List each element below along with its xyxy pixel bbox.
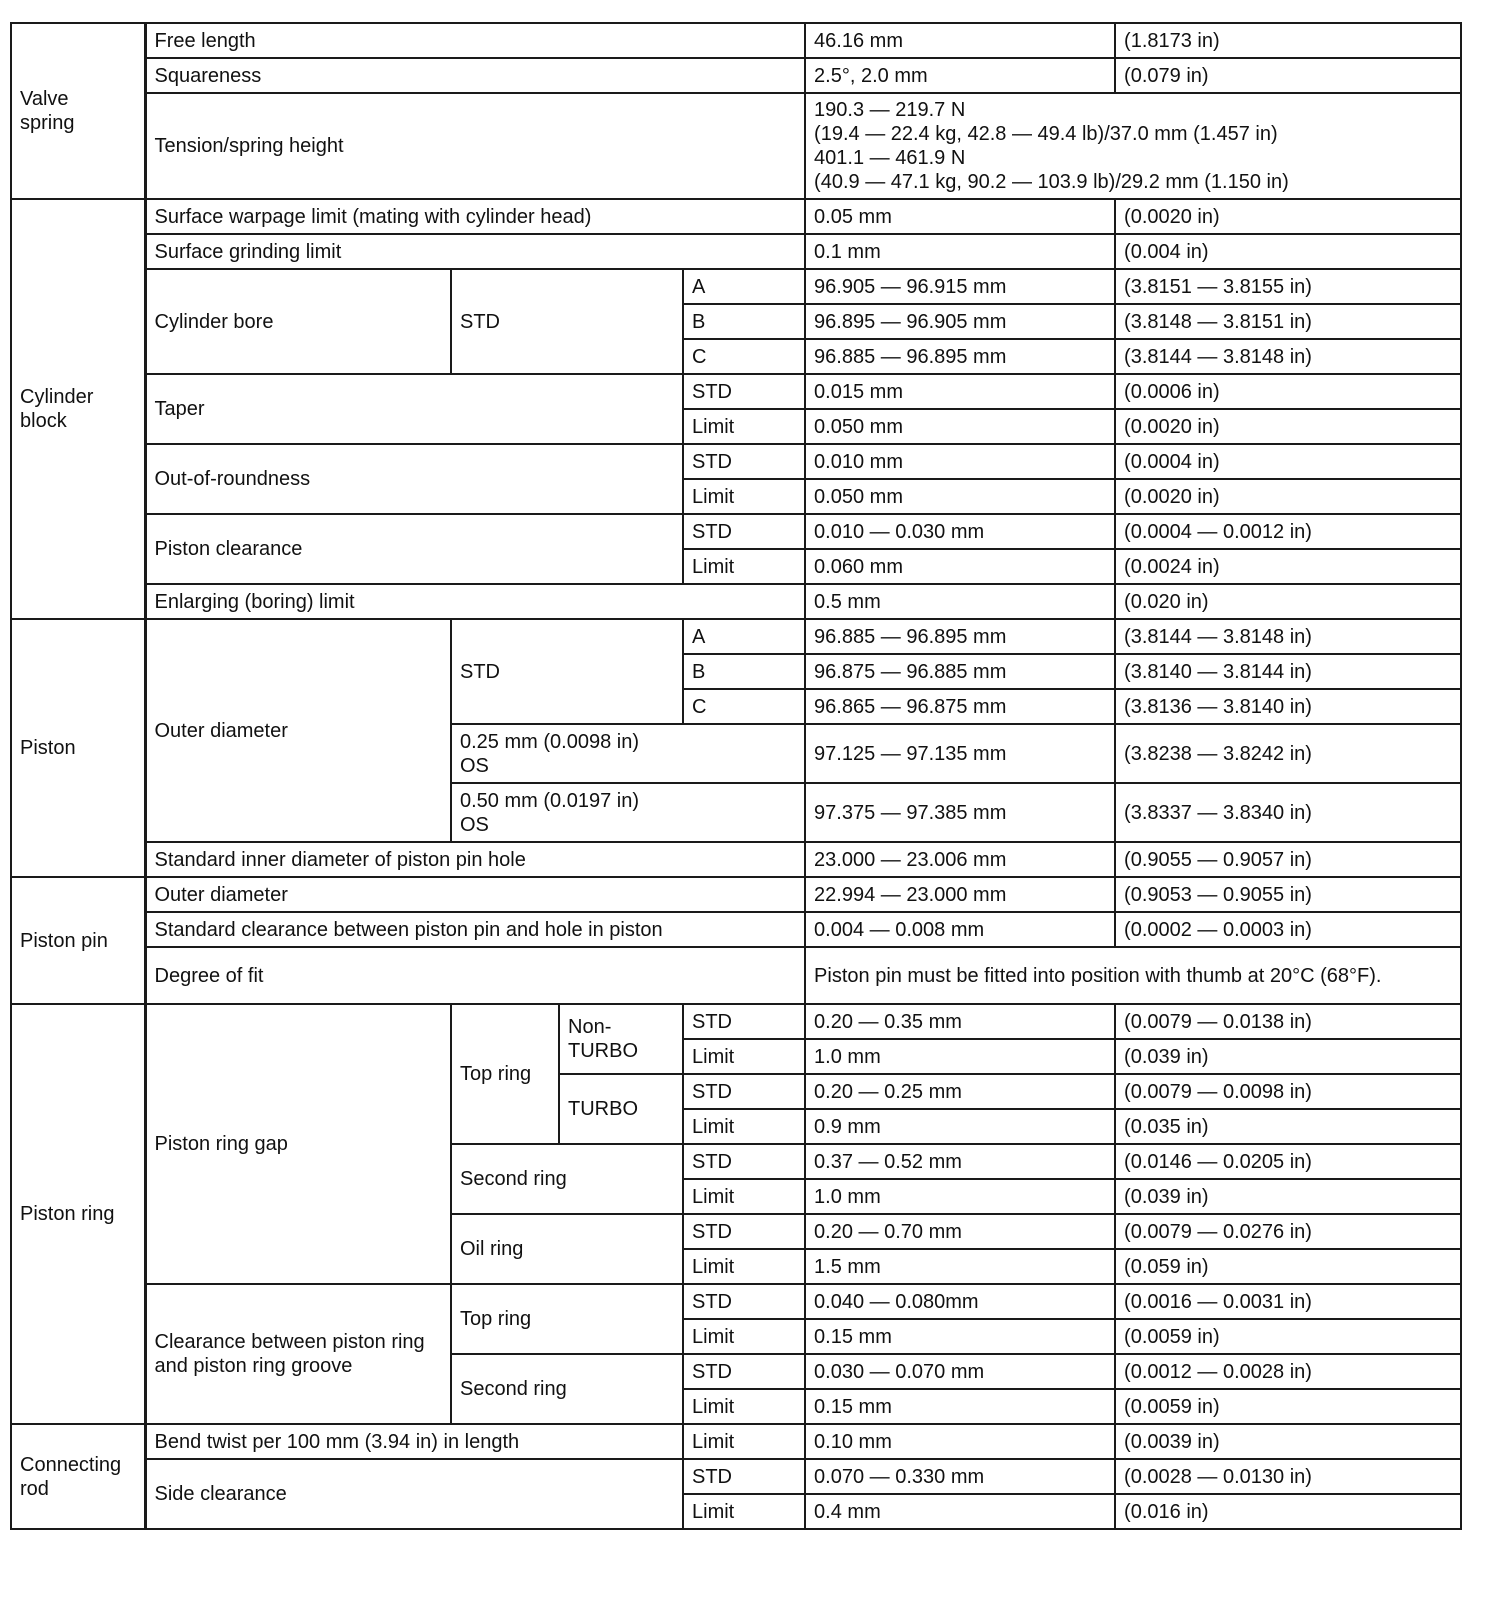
value-mm: 97.375 — 97.385 mm	[805, 783, 1115, 842]
value-in: (0.0059 in)	[1115, 1319, 1461, 1354]
std-label: STD	[683, 1004, 805, 1039]
std-label: STD	[683, 374, 805, 409]
item-label: Standard inner diameter of piston pin hole	[145, 842, 805, 877]
item-label: Standard clearance between piston pin and hole in piston	[145, 912, 805, 947]
value-mm: 0.37 — 0.52 mm	[805, 1144, 1115, 1179]
limit-label: Limit	[683, 1109, 805, 1144]
value-mm: 96.865 — 96.875 mm	[805, 689, 1115, 724]
item-label: Cylinder bore	[145, 269, 451, 374]
std-label: STD	[451, 619, 683, 724]
value-in: (0.004 in)	[1115, 234, 1461, 269]
ring-label: Second ring	[451, 1144, 683, 1214]
group-piston: Piston	[11, 619, 145, 877]
std-label: STD	[451, 269, 683, 374]
std-label: STD	[683, 1459, 805, 1494]
value-mm: 0.050 mm	[805, 409, 1115, 444]
item-label: Enlarging (boring) limit	[145, 584, 805, 619]
value-in: (0.0016 — 0.0031 in)	[1115, 1284, 1461, 1319]
item-label: Outer diameter	[145, 877, 805, 912]
table-row	[11, 234, 1461, 269]
value-in: (3.8144 — 3.8148 in)	[1115, 339, 1461, 374]
value-in: (0.0020 in)	[1115, 479, 1461, 514]
value-in: (0.020 in)	[1115, 584, 1461, 619]
value-in: (1.8173 in)	[1115, 23, 1461, 58]
value-in: (0.079 in)	[1115, 58, 1461, 93]
value-in: (3.8140 — 3.8144 in)	[1115, 654, 1461, 689]
value-mm: 46.16 mm	[805, 23, 1115, 58]
table-row	[11, 877, 1461, 912]
std-label: STD	[683, 1284, 805, 1319]
table-row	[11, 374, 1461, 409]
value-in: (3.8148 — 3.8151 in)	[1115, 304, 1461, 339]
value-in: (0.0146 — 0.0205 in)	[1115, 1144, 1461, 1179]
grade-label: B	[683, 304, 805, 339]
value-in: (0.0020 in)	[1115, 409, 1461, 444]
table-row	[11, 444, 1461, 479]
value-in: (0.9053 — 0.9055 in)	[1115, 877, 1461, 912]
table-row	[11, 842, 1461, 877]
value-in: (0.0028 — 0.0130 in)	[1115, 1459, 1461, 1494]
value-mm: 0.20 — 0.70 mm	[805, 1214, 1115, 1249]
item-label: Free length	[145, 23, 805, 58]
item-label: Taper	[145, 374, 683, 444]
ring-label: Oil ring	[451, 1214, 683, 1284]
value-in: (0.0020 in)	[1115, 199, 1461, 234]
variant-label: TURBO	[559, 1074, 683, 1144]
value-mm: 0.4 mm	[805, 1494, 1115, 1529]
value-in: (0.0002 — 0.0003 in)	[1115, 912, 1461, 947]
oversize-label: 0.25 mm (0.0098 in) OS	[451, 724, 805, 783]
value-mm: 0.010 — 0.030 mm	[805, 514, 1115, 549]
item-label: Squareness	[145, 58, 805, 93]
value-in: (0.0024 in)	[1115, 549, 1461, 584]
item-label: Bend twist per 100 mm (3.94 in) in length	[145, 1424, 683, 1459]
table-row	[11, 912, 1461, 947]
std-label: STD	[683, 1144, 805, 1179]
value-in: (0.059 in)	[1115, 1249, 1461, 1284]
table-row	[11, 1004, 1461, 1039]
grade-label: A	[683, 619, 805, 654]
value-in: (0.0079 — 0.0276 in)	[1115, 1214, 1461, 1249]
std-label: STD	[683, 1074, 805, 1109]
ring-label: Top ring	[451, 1284, 683, 1354]
value-mm: 0.010 mm	[805, 444, 1115, 479]
oversize-label: 0.50 mm (0.0197 in) OS	[451, 783, 805, 842]
value-mm: 1.5 mm	[805, 1249, 1115, 1284]
value-mm: 0.070 — 0.330 mm	[805, 1459, 1115, 1494]
value-mm: 23.000 — 23.006 mm	[805, 842, 1115, 877]
std-label: STD	[683, 1354, 805, 1389]
limit-label: Limit	[683, 1494, 805, 1529]
spec-table	[10, 22, 1462, 1530]
variant-label: Non- TURBO	[559, 1004, 683, 1074]
group-cylinder-block: Cylinder block	[11, 199, 145, 619]
grade-label: C	[683, 339, 805, 374]
limit-label: Limit	[683, 1424, 805, 1459]
grade-label: A	[683, 269, 805, 304]
value-mm: 22.994 — 23.000 mm	[805, 877, 1115, 912]
limit-label: Limit	[683, 1039, 805, 1074]
item-label: Outer diameter	[145, 619, 451, 842]
table-row	[11, 947, 1461, 1004]
value-tension: 190.3 — 219.7 N (19.4 — 22.4 kg, 42.8 — 49.4 lb)/37.0 mm (1.457 in) 401.1 — 461.9 N (40.9 — 47.1 kg, 90.2 — 103.9 lb)/29.2 mm (1.150 in)	[805, 93, 1461, 199]
value-in: (0.039 in)	[1115, 1179, 1461, 1214]
value-in: (3.8151 — 3.8155 in)	[1115, 269, 1461, 304]
item-label: Piston clearance	[145, 514, 683, 584]
group-piston-pin: Piston pin	[11, 877, 145, 1004]
table-row	[11, 199, 1461, 234]
item-label: Clearance between piston ring and piston ring groove	[145, 1284, 451, 1424]
value-mm: 0.20 — 0.35 mm	[805, 1004, 1115, 1039]
value-in: (3.8238 — 3.8242 in)	[1115, 724, 1461, 783]
table-row	[11, 1284, 1461, 1319]
table-row	[11, 619, 1461, 654]
value-in: (0.035 in)	[1115, 1109, 1461, 1144]
value-mm: 2.5°, 2.0 mm	[805, 58, 1115, 93]
item-label: Side clearance	[145, 1459, 683, 1529]
grade-label: B	[683, 654, 805, 689]
value-mm: 0.20 — 0.25 mm	[805, 1074, 1115, 1109]
value-mm: 0.05 mm	[805, 199, 1115, 234]
value-mm: 0.9 mm	[805, 1109, 1115, 1144]
value-mm: 0.004 — 0.008 mm	[805, 912, 1115, 947]
item-label: Tension/spring height	[145, 93, 805, 199]
limit-label: Limit	[683, 1319, 805, 1354]
limit-label: Limit	[683, 1389, 805, 1424]
limit-label: Limit	[683, 1249, 805, 1284]
std-label: STD	[683, 444, 805, 479]
ring-label: Second ring	[451, 1354, 683, 1424]
value-in: (3.8144 — 3.8148 in)	[1115, 619, 1461, 654]
value-mm: 1.0 mm	[805, 1179, 1115, 1214]
value-mm: 0.1 mm	[805, 234, 1115, 269]
value-mm: 0.15 mm	[805, 1319, 1115, 1354]
value-fit: Piston pin must be fitted into position with thumb at 20°C (68°F).	[805, 947, 1461, 1004]
grade-label: C	[683, 689, 805, 724]
limit-label: Limit	[683, 1179, 805, 1214]
limit-label: Limit	[683, 549, 805, 584]
std-label: STD	[683, 514, 805, 549]
value-mm: 0.050 mm	[805, 479, 1115, 514]
table-row	[11, 1424, 1461, 1459]
item-label: Surface grinding limit	[145, 234, 805, 269]
std-label: STD	[683, 1214, 805, 1249]
item-label: Piston ring gap	[145, 1004, 451, 1284]
table-row	[11, 269, 1461, 304]
value-in: (0.016 in)	[1115, 1494, 1461, 1529]
value-in: (0.0039 in)	[1115, 1424, 1461, 1459]
value-mm: 96.875 — 96.885 mm	[805, 654, 1115, 689]
table-row	[11, 1459, 1461, 1494]
value-mm: 96.885 — 96.895 mm	[805, 619, 1115, 654]
group-connecting-rod: Connecting rod	[11, 1424, 145, 1529]
value-mm: 1.0 mm	[805, 1039, 1115, 1074]
value-mm: 0.10 mm	[805, 1424, 1115, 1459]
value-in: (3.8136 — 3.8140 in)	[1115, 689, 1461, 724]
item-label: Out-of-roundness	[145, 444, 683, 514]
value-mm: 96.895 — 96.905 mm	[805, 304, 1115, 339]
value-mm: 0.15 mm	[805, 1389, 1115, 1424]
value-in: (0.0079 — 0.0098 in)	[1115, 1074, 1461, 1109]
value-in: (0.0004 — 0.0012 in)	[1115, 514, 1461, 549]
value-mm: 0.5 mm	[805, 584, 1115, 619]
item-label: Degree of fit	[145, 947, 805, 1004]
value-mm: 96.905 — 96.915 mm	[805, 269, 1115, 304]
value-mm: 0.015 mm	[805, 374, 1115, 409]
value-in: (3.8337 — 3.8340 in)	[1115, 783, 1461, 842]
value-in: (0.039 in)	[1115, 1039, 1461, 1074]
value-in: (0.9055 — 0.9057 in)	[1115, 842, 1461, 877]
value-in: (0.0004 in)	[1115, 444, 1461, 479]
value-mm: 96.885 — 96.895 mm	[805, 339, 1115, 374]
value-mm: 0.060 mm	[805, 549, 1115, 584]
value-mm: 97.125 — 97.135 mm	[805, 724, 1115, 783]
table-row	[11, 514, 1461, 549]
table-row	[11, 584, 1461, 619]
value-in: (0.0006 in)	[1115, 374, 1461, 409]
value-in: (0.0059 in)	[1115, 1389, 1461, 1424]
value-in: (0.0012 — 0.0028 in)	[1115, 1354, 1461, 1389]
group-valve-spring: Valve spring	[11, 23, 145, 199]
table-row	[11, 23, 1461, 58]
limit-label: Limit	[683, 479, 805, 514]
value-in: (0.0079 — 0.0138 in)	[1115, 1004, 1461, 1039]
value-mm: 0.040 — 0.080mm	[805, 1284, 1115, 1319]
ring-label: Top ring	[451, 1004, 559, 1144]
item-label: Surface warpage limit (mating with cylinder head)	[145, 199, 805, 234]
table-row	[11, 58, 1461, 93]
value-mm: 0.030 — 0.070 mm	[805, 1354, 1115, 1389]
table-row	[11, 93, 1461, 199]
limit-label: Limit	[683, 409, 805, 444]
group-piston-ring: Piston ring	[11, 1004, 145, 1424]
